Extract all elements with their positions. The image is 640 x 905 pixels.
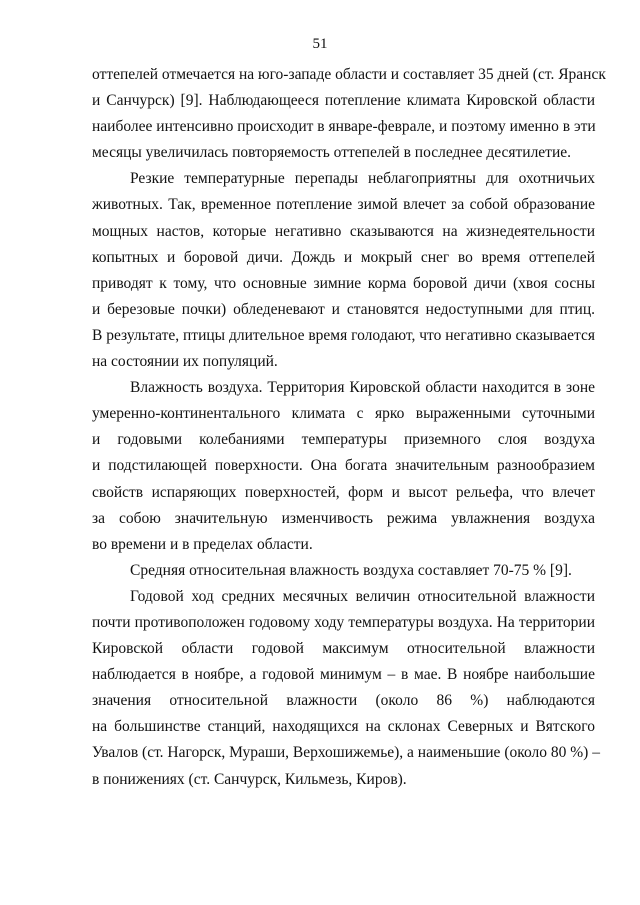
text-line: наиболее интенсивно происходит в январе-феврале, и поэтому именно в эти [92,118,596,136]
text-line: наблюдается в ноябре, а годовой минимум – в мае. В ноябре наибольшие [92,666,595,684]
text-line: умеренно-континентального климата с ярко выраженными суточными [92,405,595,423]
text-line: на состоянии их популяций. [92,353,278,371]
text-line: месяцы увеличилась повторяемость оттепелей в последнее десятилетие. [92,144,572,162]
text-line: приводят к тому, что основные зимние корма боровой дичи (хвоя сосны [92,274,595,292]
text-line: В результате, птицы длительное время голодают, что негативно сказывается [92,326,595,344]
text-line: Годовой ход средних месячных величин относительной влажности [130,587,595,605]
text-line: мощных настов, которые негативно сказываются на жизнедеятельности [92,222,595,240]
page-number: 51 [312,36,328,52]
text-line: и Санчурск) [9]. Наблюдающееся потепление климата Кировской области [92,92,595,110]
body-text [92,62,606,793]
text-line: оттепелей отмечается на юго-западе области и составляет 35 дней (ст. Яранск [92,66,606,83]
text-line: значения относительной влажности (около 86 %) наблюдаются [92,692,595,710]
text-line: и подстилающей поверхности. Она богата значительным разнообразием [92,457,595,475]
text-line: Увалов (ст. Нагорск, Мураши, Верхошижемье), а наименьшие (около 80 %) – [92,744,600,762]
text-line: копытных и боровой дичи. Дождь и мокрый снег во время оттепелей [92,248,595,266]
text-line: почти противоположен годовому ходу температуры воздуха. На территории [92,613,595,631]
text-line: животных. Так, временное потепление зимой влечет за собой образование [92,196,595,214]
text-line: за собою значительную изменчивость режима увлажнения воздуха [92,509,595,527]
text-line: во времени и в пределах области. [92,535,313,553]
text-line: Влажность воздуха. Территория Кировской области находится в зоне [130,379,595,397]
text-line: свойств испаряющих поверхностей, форм и высот рельефа, что влечет [92,483,595,501]
text-line: в понижениях (ст. Санчурск, Кильмезь, Киров). [92,770,407,788]
text-line: и березовые почки) обледеневают и становятся недоступными для птиц. [92,300,595,318]
text-line: на большинстве станций, находящихся на склонах Северных и Вятского [92,718,595,736]
text-line: Средняя относительная влажность воздуха составляет 70-75 % [9]. [130,561,572,579]
text-line: Кировской области годовой максимум относительной влажности [92,640,595,658]
text-line: и годовыми колебаниями температуры приземного слоя воздуха [92,431,595,449]
text-line: Резкие температурные перепады неблагоприятны для охотничьих [130,170,595,188]
